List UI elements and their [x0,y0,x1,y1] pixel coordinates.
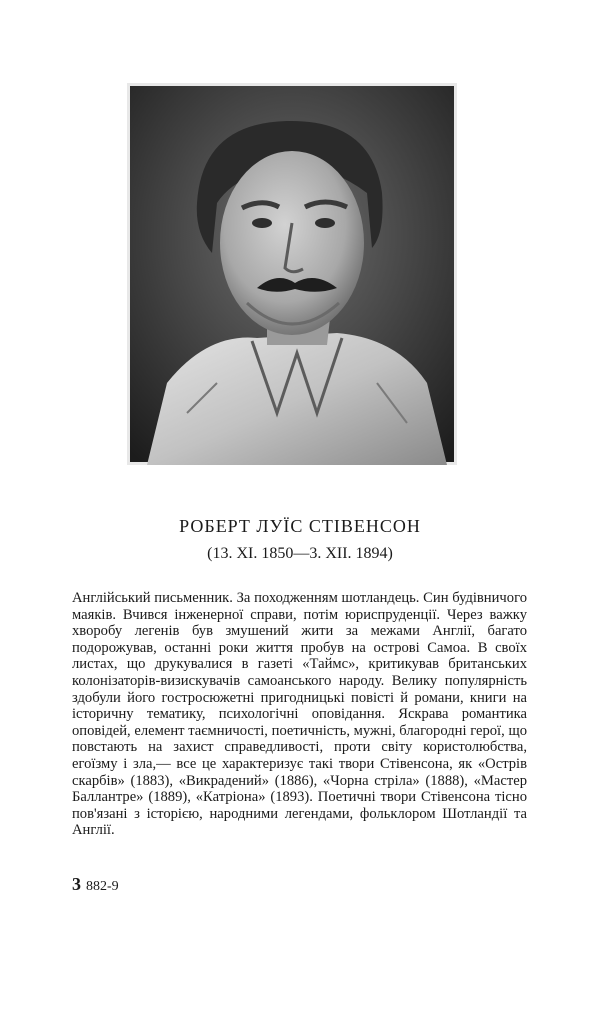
portrait-illustration [127,83,457,465]
signature-code: 882-9 [86,879,119,894]
author-biography: Англійський письменник. За походженням шотландець. Син будівничого маяків. Вчився інженерної справи, потім юриспруденції. Через важку хворобу легенів був змушений жити за межами Англії, багато подорожував, останні роки життя пробув на острові Самоа. В своїх листах, що друкувалися в газеті «Таймс», критикував британських колонізаторів-визискувачів самоанського народу. Велику популярність здобули його гостросюжетні пригодницькі повісті й романи, книги на історичну тематику, психологічні оповідання. Яскрава романтика оповідей, елемент таємничості, поетичність, мужні, благородні герої, що повстають на захист справедливості, проти світу користолюбства, егоїзму і зла,— все це характеризує такі твори Стівенсона, як «Острів скарбів» (1883), «Викрадений» (1886), «Чорна стріла» (1888), «Мастер Баллантре» (1889), «Катріона» (1893). Поетичні твори Стівенсона тісно пов'язані з історією, народними легендами, фольклором Шотландії та Англії. [72,590,527,839]
portrait-photo [127,83,457,465]
author-name: РОБЕРТ ЛУЇС СТІВЕНСОН [179,516,421,536]
printer-signature [72,874,119,895]
signature-letter: 3 [72,874,81,894]
author-life-dates: (13. XI. 1850—3. XII. 1894) [207,545,393,562]
